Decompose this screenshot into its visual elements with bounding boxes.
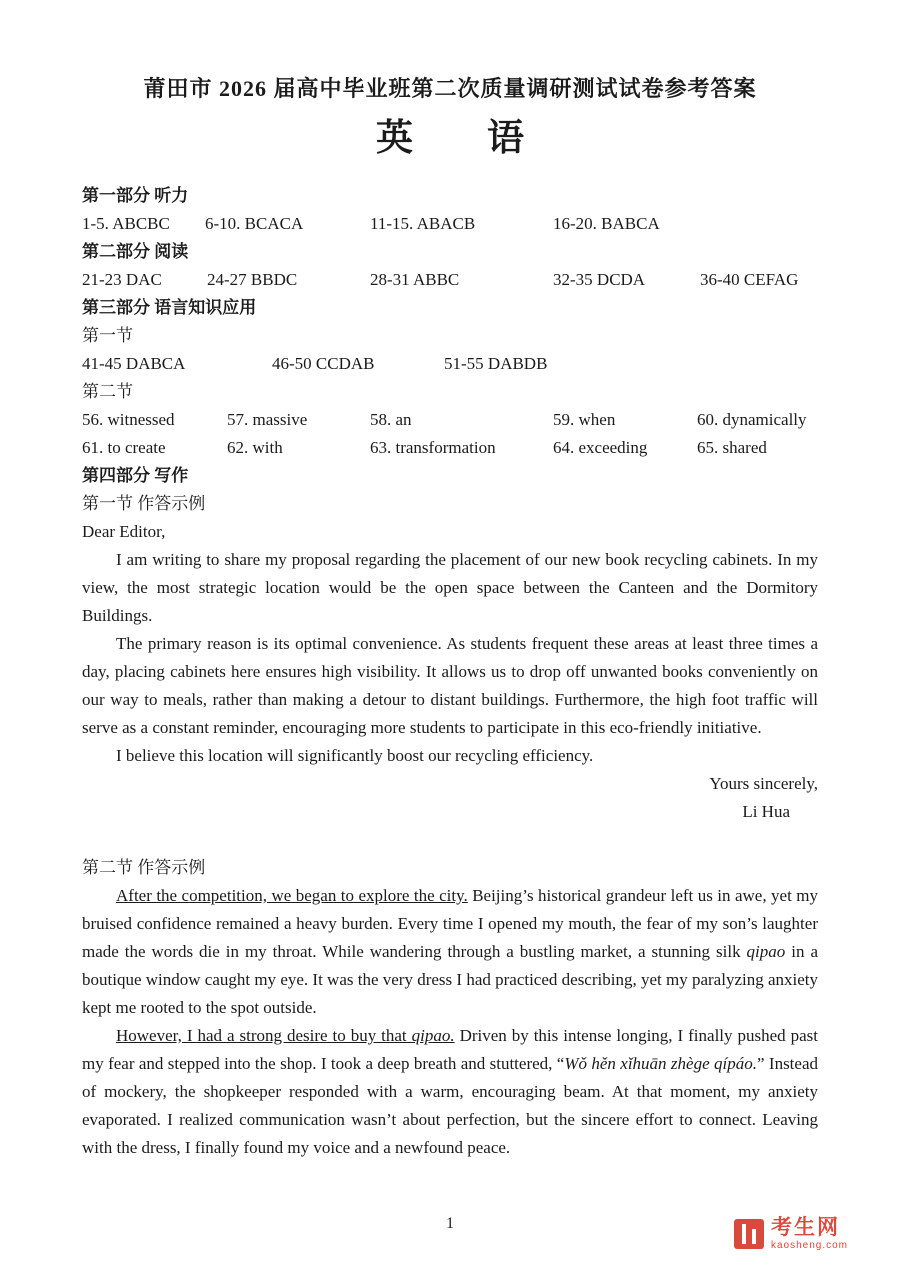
answer-group: 41-45 DABCA — [82, 354, 186, 373]
answer-item: 61. to create — [82, 438, 166, 457]
answer-group: 1-5. ABCBC — [82, 214, 170, 233]
letter-signature: Li Hua — [742, 802, 790, 821]
essay-paragraph-1: After the competition, we began to explore the city. Beijing’s historical grandeur left us in awe, yet my bruised confidence remained a heavy burden. Every time I opened my mouth, the fear of my son’s laughter made the words die in my throat. While wandering through a bustling market, a stunning silk qipao in a boutique window caught my eye. It was the very dress I had practiced describing, yet my paralyzing anxiety kept me rooted to the spot outside. — [82, 886, 818, 1017]
listening-answer-row — [82, 210, 818, 238]
part3-language-heading: 第三部分 语言知识应用 — [82, 298, 257, 317]
page-number: 1 — [446, 1215, 454, 1232]
answer-item: 57. massive — [227, 410, 308, 429]
part2-reading-heading: 第二部分 阅读 — [82, 242, 189, 261]
essay-paragraph-2: However, I had a strong desire to buy that qipao. Driven by this intense longing, I finally pushed past my fear and stepped into the shop. I took a deep breath and stuttered, “Wǒ hěn xǐhuān zhège qípáo.” Instead of mockery, the shopkeeper responded with a warm, encouraging beam. At that moment, my anxiety evaporated. I realized communication wasn’t about perfection, but the sincere effort to connect. Leaving with the dress, I finally found my voice and a newfound peace. — [82, 1026, 818, 1157]
answer-item: 56. witnessed — [82, 410, 175, 429]
answer-group: 51-55 DABDB — [444, 354, 548, 373]
answer-group: 36-40 CEFAG — [700, 270, 799, 289]
answer-item: 62. with — [227, 438, 283, 457]
subject-title: 英 语 — [376, 118, 524, 159]
answer-item: 63. transformation — [370, 438, 496, 457]
answer-group: 6-10. BCACA — [205, 214, 304, 233]
watermark-site-name: 考生网 — [770, 1216, 840, 1239]
answer-item: 65. shared — [697, 438, 767, 457]
answer-group: 21-23 DAC — [82, 270, 162, 289]
answer-group: 24-27 BBDC — [207, 270, 298, 289]
answer-group: 28-31 ABBC — [370, 270, 460, 289]
answer-group: 46-50 CCDAB — [272, 354, 375, 373]
writing-section2-label: 第二节 作答示例 — [82, 858, 206, 877]
answer-group: 11-15. ABACB — [370, 214, 476, 233]
language-section2-answer-row-2 — [82, 434, 818, 462]
letter-paragraph-2: The primary reason is its optimal convenience. As students frequent these areas at least three times a day, placing cabinets here ensures high visibility. It allows us to drop off unwanted books conveniently on our way to meals, rather than making a detour to distant buildings. Furthermore, the high foot traffic will serve as a constant reminder, encouraging more students to participate in this eco-friendly initiative. — [82, 634, 818, 737]
kaosheng-watermark-text — [771, 1217, 848, 1251]
part3-section1-label: 第一节 — [82, 326, 133, 345]
answer-item: 60. dynamically — [697, 410, 807, 429]
letter-paragraph-3: I believe this location will significantly boost our recycling efficiency. — [116, 746, 594, 765]
watermark-site-url: kaosheng.com — [770, 1240, 848, 1251]
answer-item: 58. an — [370, 410, 412, 429]
letter-salutation: Dear Editor, — [82, 522, 166, 541]
document-title: 莆田市 2026 届高中毕业班第二次质量调研测试试卷参考答案 — [143, 76, 757, 101]
kaosheng-logo-icon — [734, 1219, 764, 1249]
kaosheng-watermark — [734, 1217, 848, 1251]
answer-group: 32-35 DCDA — [553, 270, 646, 289]
part3-section2-label: 第二节 — [82, 382, 133, 401]
language-section2-answer-row-1 — [82, 406, 818, 434]
reading-answer-row — [82, 266, 818, 294]
letter-paragraph-1: I am writing to share my proposal regarding the placement of our new book recycling cabinets. In my view, the most strategic location would be the open space between the Canteen and the Dormitory Buildings. — [82, 550, 818, 625]
letter-closing: Yours sincerely, — [709, 774, 818, 793]
page-content — [0, 74, 900, 1162]
language-section1-answer-row — [82, 350, 818, 378]
answer-group: 16-20. BABCA — [553, 214, 660, 233]
answer-item: 59. when — [553, 410, 616, 429]
part4-writing-heading: 第四部分 写作 — [82, 466, 189, 485]
answer-item: 64. exceeding — [553, 438, 648, 457]
writing-section1-label: 第一节 作答示例 — [82, 494, 206, 513]
part1-listening-heading: 第一部分 听力 — [82, 186, 189, 205]
